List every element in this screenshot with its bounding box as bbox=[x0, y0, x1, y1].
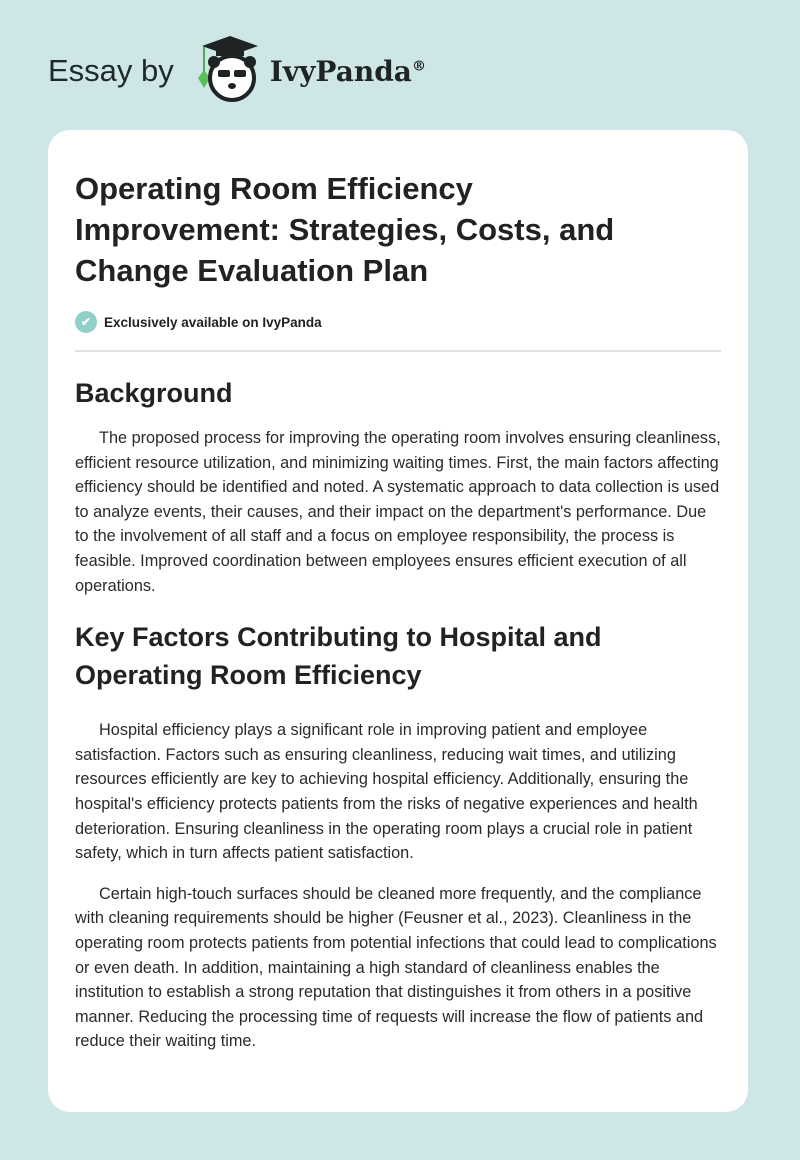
site-header bbox=[48, 36, 426, 106]
essay-by-label: Essay by bbox=[48, 53, 174, 88]
paragraph: Certain high-touch surfaces should be cleaned more frequently, and the compliance with cleaning requirements should be higher (Feusner et al., 2023). Cleanliness in the operating room protects patients from potential infections that could lead to complications or even death. In addition, maintaining a high standard of cleanliness enables the institution to establish a strong reputation that distinguishes it from others in a positive manner. Reducing the processing time of requests will increase the flow of patients and reduce their waiting time. bbox=[75, 884, 717, 1051]
page-title: Operating Room Efficiency Improvement: Strategies, Costs, and Change Evaluation Plan bbox=[75, 171, 615, 288]
essay-card bbox=[48, 130, 748, 1112]
paragraph: Hospital efficiency plays a significant role in improving patient and employee satisfaction. Factors such as ensuring cleanliness, reducing wait times, and utilizing resources efficiently are key to achieving hospital efficiency. Additionally, ensuring the hospital's efficiency protects patients from the risks of negative experiences and health deterioration. Ensuring cleanliness in the operating room plays a crucial role in patient safety, which in turn affects patient satisfaction. bbox=[75, 721, 698, 863]
brand-text: IvyPanda bbox=[269, 54, 412, 88]
exclusive-badge bbox=[75, 311, 721, 333]
brand-name[interactable] bbox=[270, 55, 426, 88]
panda-logo-icon[interactable] bbox=[196, 34, 262, 109]
paragraph: The proposed process for improving the operating room involves ensuring cleanliness, efficient resource utilization, and minimizing waiting times. First, the main factors affecting efficiency should be identified and noted. A systematic approach to data collection is used to analyze events, their causes, and their impact on the department's performance. Due to the involvement of all staff and a focus on employee responsibility, the process is feasible. Improved coordination between employees ensures efficient execution of all operations. bbox=[75, 429, 721, 595]
section-heading: Key Factors Contributing to Hospital and Operating Room Efficiency bbox=[75, 622, 602, 691]
section-heading: Background bbox=[75, 378, 233, 408]
divider bbox=[75, 350, 721, 352]
check-icon: ✔ bbox=[75, 311, 97, 333]
registered-mark: ® bbox=[411, 58, 426, 75]
badge-text: Exclusively available on IvyPanda bbox=[104, 314, 322, 330]
